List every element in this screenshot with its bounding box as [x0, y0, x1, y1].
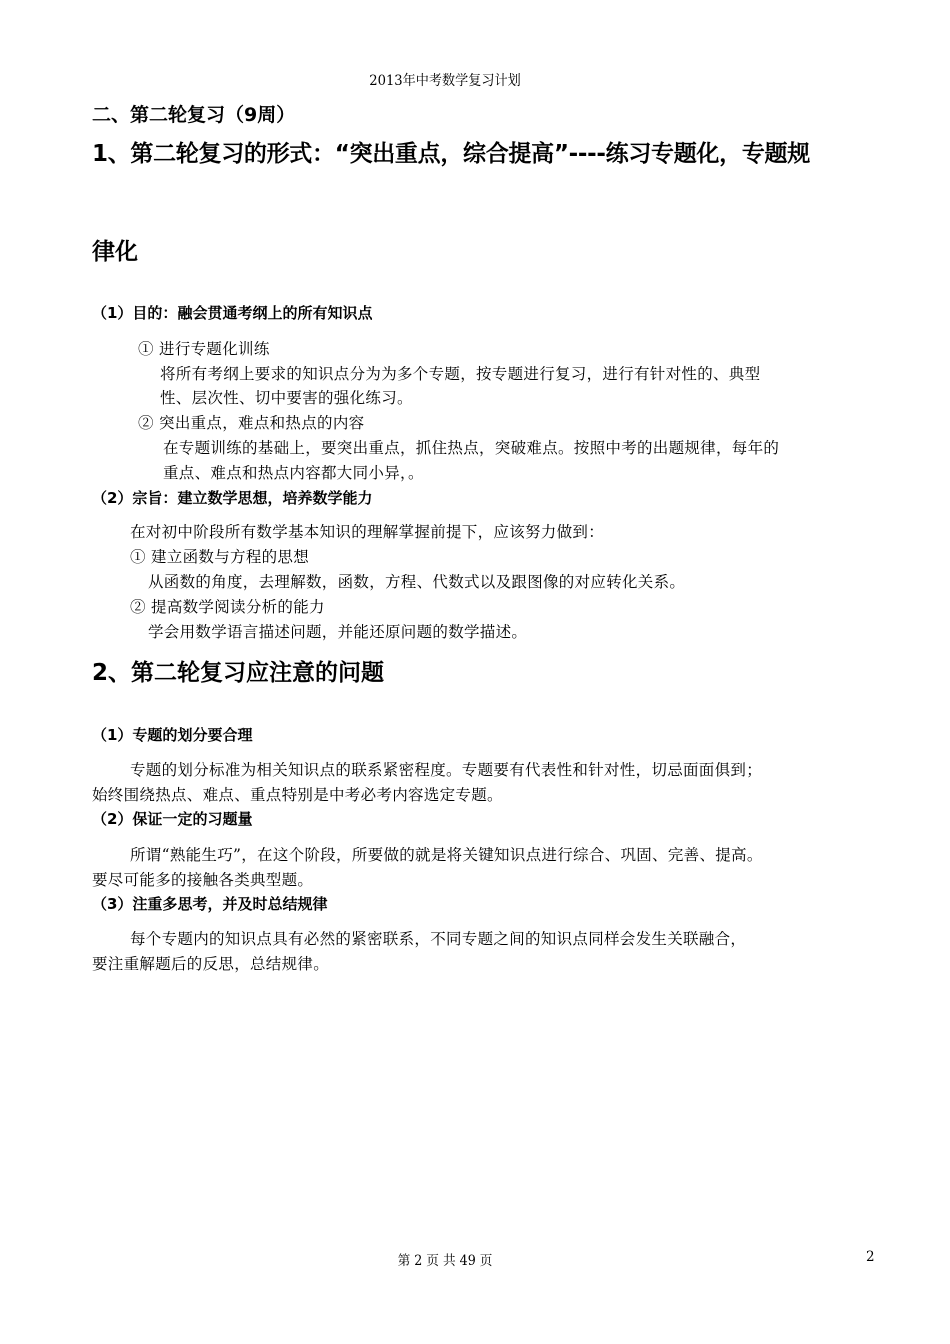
part2-p2-line2: 要尽可能多的接触各类典型题。	[92, 871, 314, 889]
goal-item2-line1: 在专题训练的基础上，要突出重点，抓住热点，突破难点。按照中考的出题规律，每年的	[163, 439, 780, 457]
part2-p2-line1: 所谓“熟能生巧”，在这个阶段，所要做的就是将关键知识点进行综合、巩固、完善、提高。	[130, 846, 763, 864]
part1-title-line2: 律化	[92, 239, 138, 265]
goal-item1-line2: 性、层次性、切中要害的强化练习。	[160, 389, 413, 407]
part2-p1-line2: 始终围绕热点、难点、重点特别是中考必考内容选定专题。	[92, 786, 503, 804]
aim-item1-line1: 从函数的角度，去理解数，函数，方程、代数式以及跟图像的对应转化关系。	[148, 573, 686, 591]
part2-p3-heading: （3）注重多思考，并及时总结规律	[92, 895, 328, 913]
page-footer-info: 第 2 页 共 49 页	[397, 1253, 493, 1269]
part2-p3-line2: 要注重解题后的反思，总结规律。	[92, 955, 330, 973]
part2-p3-line1: 每个专题内的知识点具有必然的紧密联系，不同专题之间的知识点同样会发生关联融合，	[130, 930, 747, 948]
aim-item1-title: ① 建立函数与方程的思想	[130, 548, 310, 566]
goal-item1-line1: 将所有考纲上要求的知识点分为为多个专题，按专题进行复习，进行有针对性的、典型	[160, 365, 761, 383]
aim-item2-line1: 学会用数学语言描述问题，并能还原问题的数学描述。	[148, 623, 528, 641]
aim-item2-title: ② 提高数学阅读分析的能力	[130, 598, 325, 616]
goal-item2-line2: 重点、难点和热点内容都大同小异，。	[163, 464, 424, 482]
part1-title-line1: 1、第二轮复习的形式：“突出重点，综合提高”----练习专题化，专题规	[92, 141, 810, 167]
page-header: 2013年中考数学复习计划	[369, 73, 521, 89]
page-number: 2	[866, 1249, 875, 1265]
goal-item2-title: ② 突出重点，难点和热点的内容	[138, 414, 365, 432]
part2-p2-heading: （2）保证一定的习题量	[92, 810, 253, 828]
section-title: 二、第二轮复习（9周）	[92, 104, 296, 126]
part2-p1-line1: 专题的划分标准为相关知识点的联系紧密程度。专题要有代表性和针对性，切忌面面俱到；	[130, 761, 763, 779]
part2-title: 2、第二轮复习应注意的问题	[92, 660, 385, 686]
aim-intro: 在对初中阶段所有数学基本知识的理解掌握前提下，应该努力做到：	[130, 523, 605, 541]
part2-p1-heading: （1）专题的划分要合理	[92, 726, 253, 744]
goal-item1-title: ① 进行专题化训练	[138, 340, 270, 358]
goal-heading: （1）目的：融会贯通考纲上的所有知识点	[92, 304, 373, 322]
aim-heading: （2）宗旨：建立数学思想，培养数学能力	[92, 489, 373, 507]
